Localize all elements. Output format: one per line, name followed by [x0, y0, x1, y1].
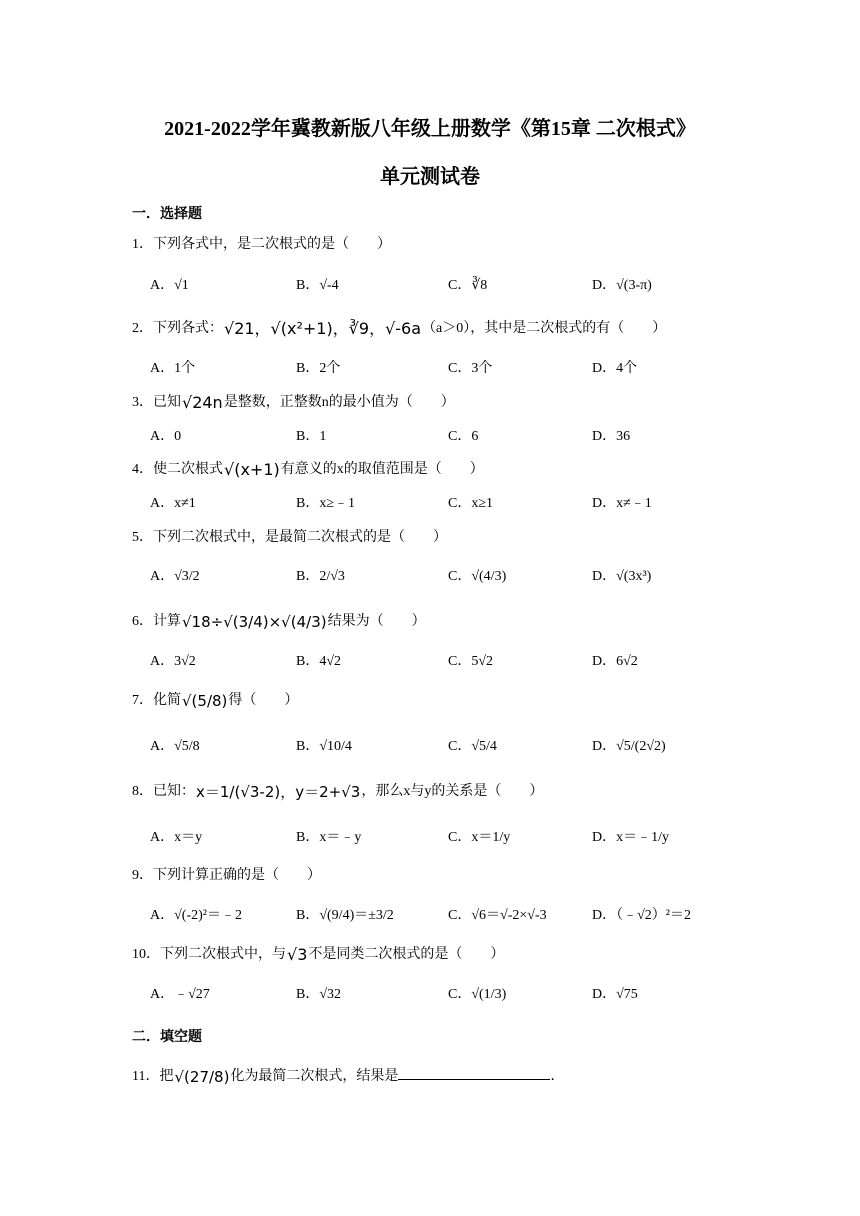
question-5-option-c: C．√(4/3): [448, 569, 507, 584]
question-10-stem-lead: 10．下列二次根式中，与: [132, 947, 286, 963]
question-9-stem: 9．下列计算正确的是（ ）: [132, 868, 321, 883]
question-4-option-a: A．x≠1: [150, 496, 196, 511]
question-8-stem-lead: 8．已知：: [132, 784, 195, 800]
question-3-option-c: C．6: [448, 429, 479, 444]
question-6-option-c: C．5√2: [448, 654, 494, 669]
question-1-option-c: C．∛8: [448, 278, 488, 293]
question-10-formula: √3: [287, 945, 308, 964]
question-4-formula: √(x+1): [224, 460, 280, 479]
question-10-stem: [132, 945, 504, 965]
question-7-formula: √(5/8): [182, 692, 228, 710]
question-6-formula: √18÷√(3/4)×√(4/3): [182, 613, 327, 631]
question-2-stem-lead: 2．下列各式：: [132, 321, 223, 337]
question-1-option-d: D．√(3-π): [592, 278, 652, 293]
question-7-stem: [132, 691, 298, 711]
question-4-stem-tail: 有意义的x的取值范围是（ ）: [280, 462, 484, 478]
question-6-stem: [132, 612, 426, 632]
question-5-option-d: D．√(3x³): [592, 569, 652, 584]
question-3-stem-tail: 是整数，正整数n的最小值为（ ）: [223, 395, 455, 411]
question-8-stem-tail: ，那么x与y的关系是（ ）: [361, 784, 544, 800]
question-2-option-a: A．1个: [150, 361, 196, 376]
page-subtitle: 单元测试卷: [380, 166, 480, 188]
question-5-option-b: B．2/√3: [296, 569, 345, 584]
question-7-option-a: A．√5/8: [150, 739, 200, 754]
question-6-stem-lead: 6．计算: [132, 614, 181, 630]
question-5-option-a: A．√3/2: [150, 569, 200, 584]
question-2-stem-tail: （a＞0），其中是二次根式的有（ ）: [422, 321, 667, 337]
question-7-option-b: B．√10/4: [296, 739, 352, 754]
question-2-option-c: C．3个: [448, 361, 493, 376]
question-2-stem: [132, 319, 666, 339]
question-3-formula: √24n: [182, 393, 223, 412]
question-4-stem-lead: 4．使二次根式: [132, 462, 223, 478]
question-8-formula: x＝1/(√3-2)，y＝2+√3: [196, 783, 361, 801]
question-11-stem: [132, 1064, 564, 1087]
question-9-option-b: B．√(9/4)＝±3/2: [296, 908, 394, 923]
question-3-option-d: D．36: [592, 429, 631, 444]
question-6-stem-tail: 结果为（ ）: [327, 614, 426, 630]
question-8-option-d: D．x＝﹣1/y: [592, 830, 669, 845]
question-7-option-c: C．√5/4: [448, 739, 497, 754]
question-1-stem: 1．下列各式中，是二次根式的是（ ）: [132, 237, 391, 252]
question-3-stem: [132, 393, 455, 413]
page-title: 2021-2022学年冀教新版八年级上册数学《第15章 二次根式》: [164, 118, 696, 140]
question-10-option-d: D．√75: [592, 987, 638, 1002]
question-9-option-a: A．√(-2)²＝﹣2: [150, 908, 242, 923]
question-7-option-d: D．√5/(2√2): [592, 739, 666, 754]
question-8-option-b: B．x＝﹣y: [296, 830, 362, 845]
question-4-stem: [132, 460, 484, 480]
question-6-option-b: B．4√2: [296, 654, 342, 669]
question-10-stem-tail: 不是同类二次根式的是（ ）: [308, 947, 505, 963]
question-9-option-d: D．（﹣√2）²＝2: [592, 908, 691, 923]
question-4-option-c: C．x≥1: [448, 496, 494, 511]
question-8-stem: [132, 782, 543, 802]
question-4-option-d: D．x≠﹣1: [592, 496, 652, 511]
question-3-stem-lead: 3．已知: [132, 395, 181, 411]
question-11-formula: √(27/8): [174, 1067, 230, 1086]
question-10-option-c: C．√(1/3): [448, 987, 507, 1002]
question-9-option-c: C．√6＝√-2×√-3: [448, 908, 547, 923]
question-4-option-b: B．x≥﹣1: [296, 496, 356, 511]
question-2-formula: √21，√(x²+1)，∛9，√-6a: [224, 319, 422, 338]
question-11-stem-end: ．: [550, 1069, 565, 1084]
question-10-option-a: A．﹣√27: [150, 987, 210, 1002]
question-6-option-a: A．3√2: [150, 654, 196, 669]
question-5-stem: 5．下列二次根式中，是最简二次根式的是（ ）: [132, 530, 447, 545]
question-8-option-a: A．x＝y: [150, 830, 203, 845]
question-1-option-b: B．√-4: [296, 278, 339, 293]
question-11-stem-tail: 化为最简二次根式，结果是: [230, 1069, 399, 1084]
question-2-option-d: D．4个: [592, 361, 638, 376]
question-1-option-a: A．√1: [150, 278, 189, 293]
question-11-stem-lead: 11．把: [132, 1069, 174, 1084]
question-8-option-c: C．x＝1/y: [448, 830, 511, 845]
question-7-stem-tail: 得（ ）: [228, 693, 299, 709]
question-2-option-b: B．2个: [296, 361, 341, 376]
question-10-option-b: B．√32: [296, 987, 342, 1002]
section-fill-in: 二．填空题: [132, 1030, 202, 1045]
section-choice: 一．选择题: [132, 207, 202, 222]
question-3-option-a: A．0: [150, 429, 182, 444]
question-3-option-b: B．1: [296, 429, 327, 444]
question-6-option-d: D．6√2: [592, 654, 638, 669]
question-7-stem-lead: 7．化简: [132, 693, 181, 709]
answer-blank[interactable]: [398, 1064, 550, 1080]
